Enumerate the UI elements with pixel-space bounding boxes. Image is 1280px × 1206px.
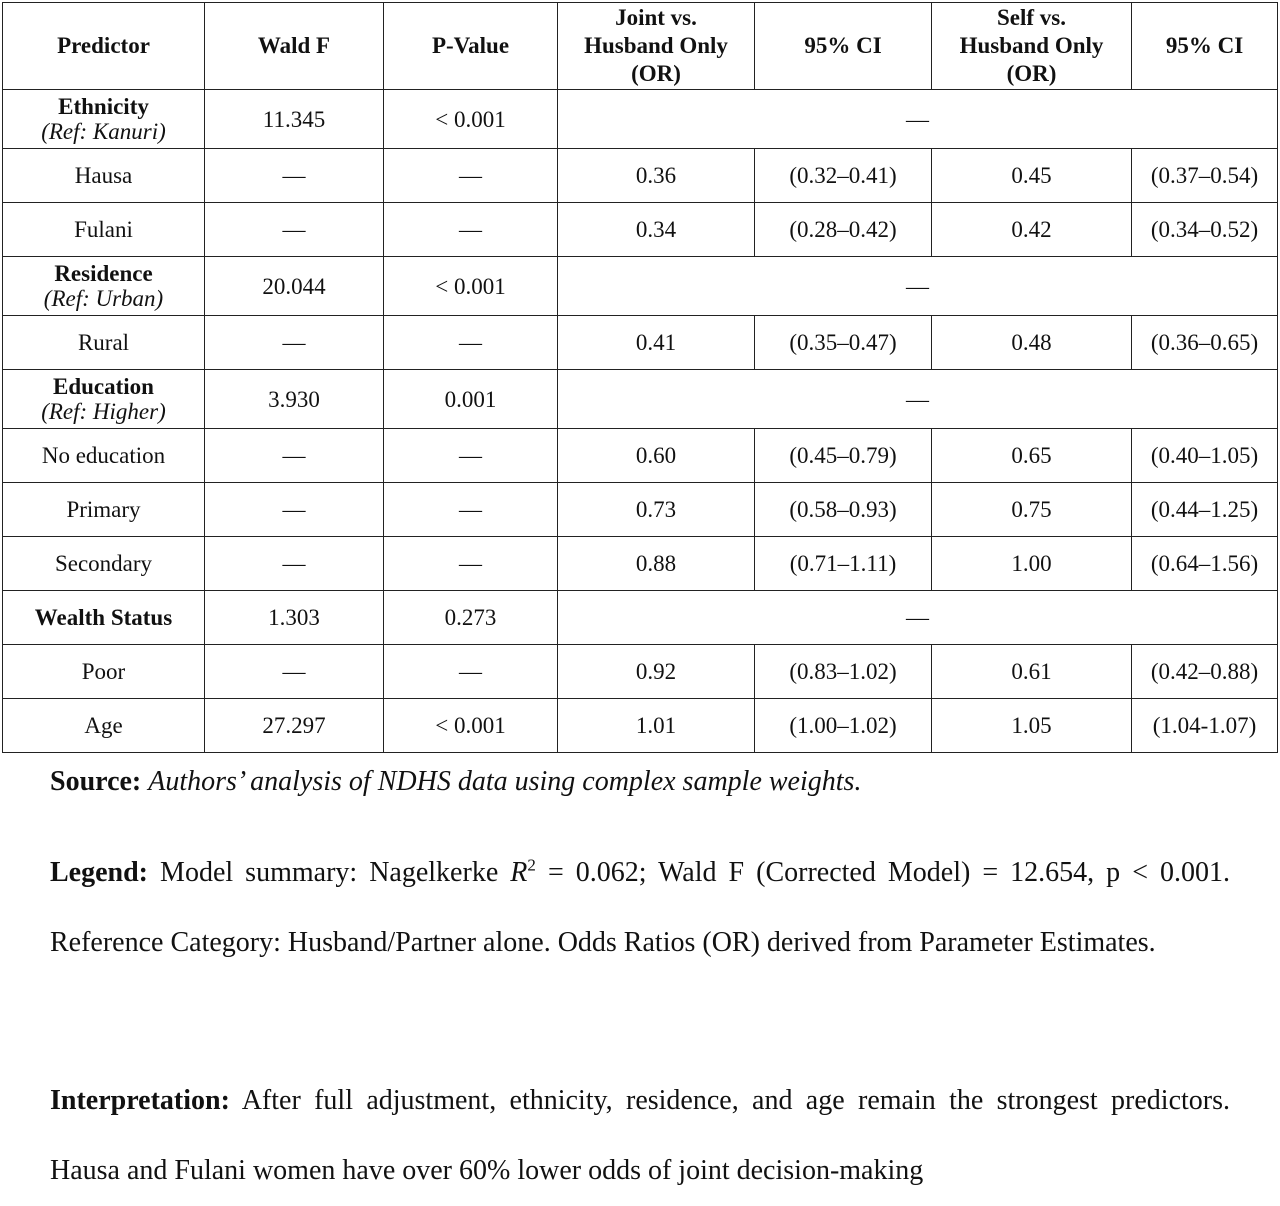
predictor-cell <box>3 370 205 429</box>
header-predictor: Predictor <box>3 3 205 90</box>
p-value-cell: < 0.001 <box>384 699 558 753</box>
predictor-cell <box>3 257 205 316</box>
wald-f-cell: 20.044 <box>205 257 384 316</box>
legend-r-symbol: R <box>510 857 528 888</box>
joint-ci-cell: (0.45–0.79) <box>755 429 932 483</box>
p-value-cell: — <box>384 429 558 483</box>
table-row-primary <box>3 483 1278 537</box>
joint-or-cell: 0.36 <box>558 149 755 203</box>
p-value-cell: — <box>384 149 558 203</box>
group-reference: (Ref: Higher) <box>41 399 166 424</box>
wald-f-cell: 11.345 <box>205 90 384 149</box>
table-row-secondary <box>3 537 1278 591</box>
self-ci-cell: (0.44–1.25) <box>1132 483 1278 537</box>
predictor-cell <box>3 591 205 645</box>
wald-f-cell: — <box>205 149 384 203</box>
p-value-cell: — <box>384 203 558 257</box>
joint-or-cell: 0.92 <box>558 645 755 699</box>
self-ci-cell: (0.36–0.65) <box>1132 316 1278 370</box>
self-or-cell: 0.48 <box>932 316 1132 370</box>
header-joint-or <box>558 3 755 90</box>
header-self-line2: Husband Only <box>959 33 1104 58</box>
table-row-hausa <box>3 149 1278 203</box>
self-or-cell: 1.00 <box>932 537 1132 591</box>
joint-or-cell: 0.73 <box>558 483 755 537</box>
joint-or-cell: 1.01 <box>558 699 755 753</box>
header-self-or <box>932 3 1132 90</box>
joint-ci-cell: (1.00–1.02) <box>755 699 932 753</box>
joint-ci-cell: (0.35–0.47) <box>755 316 932 370</box>
p-value-cell: — <box>384 537 558 591</box>
predictor-cell: Primary <box>3 483 205 537</box>
group-reference: (Ref: Kanuri) <box>41 119 166 144</box>
table-row-ethnicity <box>3 90 1278 149</box>
predictor-cell: Poor <box>3 645 205 699</box>
self-or-cell: 0.75 <box>932 483 1132 537</box>
predictor-cell: Fulani <box>3 203 205 257</box>
interpretation-label: Interpretation: <box>50 1085 230 1116</box>
header-wald-f: Wald F <box>205 3 384 90</box>
p-value-cell: < 0.001 <box>384 90 558 149</box>
wald-f-cell: — <box>205 316 384 370</box>
joint-ci-cell: (0.83–1.02) <box>755 645 932 699</box>
wald-f-cell: 1.303 <box>205 591 384 645</box>
p-value-cell: < 0.001 <box>384 257 558 316</box>
table-row-poor <box>3 645 1278 699</box>
header-joint-line2: Husband Only <box>584 33 728 58</box>
predictor-cell <box>3 90 205 149</box>
joint-ci-cell: (0.71–1.11) <box>755 537 932 591</box>
header-joint-line3: (OR) <box>631 61 681 86</box>
spanning-dash-cell: — <box>558 90 1278 149</box>
wald-f-cell: — <box>205 645 384 699</box>
joint-or-cell: 0.34 <box>558 203 755 257</box>
spanning-dash-cell: — <box>558 370 1278 429</box>
group-name: Ethnicity <box>58 94 149 119</box>
spanning-dash-cell: — <box>558 257 1278 316</box>
self-ci-cell: (1.04-1.07) <box>1132 699 1278 753</box>
wald-f-cell: — <box>205 483 384 537</box>
joint-or-cell: 0.41 <box>558 316 755 370</box>
predictor-cell: Secondary <box>3 537 205 591</box>
p-value-cell: — <box>384 645 558 699</box>
self-ci-cell: (0.37–0.54) <box>1132 149 1278 203</box>
wald-f-cell: — <box>205 203 384 257</box>
group-name: Education <box>53 374 154 399</box>
header-row <box>3 3 1278 90</box>
legend-text-a: Model summary: Nagelkerke <box>160 857 499 888</box>
spanning-dash-cell: — <box>558 591 1278 645</box>
group-reference: (Ref: Urban) <box>43 286 164 311</box>
legend-r-superscript: 2 <box>527 855 536 875</box>
joint-or-cell: 0.60 <box>558 429 755 483</box>
results-table <box>2 2 1278 753</box>
joint-ci-cell: (0.58–0.93) <box>755 483 932 537</box>
source-text: Authors’ analysis of NDHS data using complex sample weights. <box>148 766 862 797</box>
predictor-cell: No education <box>3 429 205 483</box>
table-row-residence <box>3 257 1278 316</box>
predictor-cell: Age <box>3 699 205 753</box>
source-label: Source: <box>50 766 142 797</box>
self-or-cell: 0.65 <box>932 429 1132 483</box>
predictor-cell: Hausa <box>3 149 205 203</box>
legend-label: Legend: <box>50 857 148 888</box>
self-or-cell: 0.45 <box>932 149 1132 203</box>
self-or-cell: 0.61 <box>932 645 1132 699</box>
legend-note <box>50 838 1230 978</box>
self-ci-cell: (0.64–1.56) <box>1132 537 1278 591</box>
table-row-wealth-status <box>3 591 1278 645</box>
self-ci-cell: (0.40–1.05) <box>1132 429 1278 483</box>
header-self-line1: Self vs. <box>997 5 1066 30</box>
self-or-cell: 0.42 <box>932 203 1132 257</box>
group-name: Residence <box>54 261 153 286</box>
p-value-cell: 0.273 <box>384 591 558 645</box>
wald-f-cell: 27.297 <box>205 699 384 753</box>
interpretation-text: After full adjustment, ethnicity, residence, and age remain the strongest predictors. Hausa and Fulani women have over 60% lower odds of joint decision-making <box>50 1085 1230 1186</box>
interpretation-note <box>50 1066 1230 1206</box>
self-or-cell: 1.05 <box>932 699 1132 753</box>
predictor-cell: Rural <box>3 316 205 370</box>
wald-f-cell: — <box>205 429 384 483</box>
joint-ci-cell: (0.28–0.42) <box>755 203 932 257</box>
table-row-fulani <box>3 203 1278 257</box>
p-value-cell: — <box>384 316 558 370</box>
joint-ci-cell: (0.32–0.41) <box>755 149 932 203</box>
legend-text-b: = 0.062; Wald F (Corrected Model) = 12.654, p < 0.001. Reference Category: Husband/Partner alone. Odds Ratios (OR) derived from Parameter Estimates. <box>50 857 1231 958</box>
joint-or-cell: 0.88 <box>558 537 755 591</box>
self-ci-cell: (0.42–0.88) <box>1132 645 1278 699</box>
wald-f-cell: — <box>205 537 384 591</box>
header-p-value: P-Value <box>384 3 558 90</box>
wald-f-cell: 3.930 <box>205 370 384 429</box>
table-row-no-education <box>3 429 1278 483</box>
header-self-line3: (OR) <box>1006 61 1057 86</box>
p-value-cell: — <box>384 483 558 537</box>
header-ci-joint: 95% CI <box>755 3 932 90</box>
table-row-rural <box>3 316 1278 370</box>
table-row-age <box>3 699 1278 753</box>
self-ci-cell: (0.34–0.52) <box>1132 203 1278 257</box>
group-name: Wealth Status <box>34 605 173 630</box>
header-joint-line1: Joint vs. <box>615 5 697 30</box>
source-note <box>50 762 1230 802</box>
header-ci-self: 95% CI <box>1132 3 1278 90</box>
table-row-education <box>3 370 1278 429</box>
p-value-cell: 0.001 <box>384 370 558 429</box>
